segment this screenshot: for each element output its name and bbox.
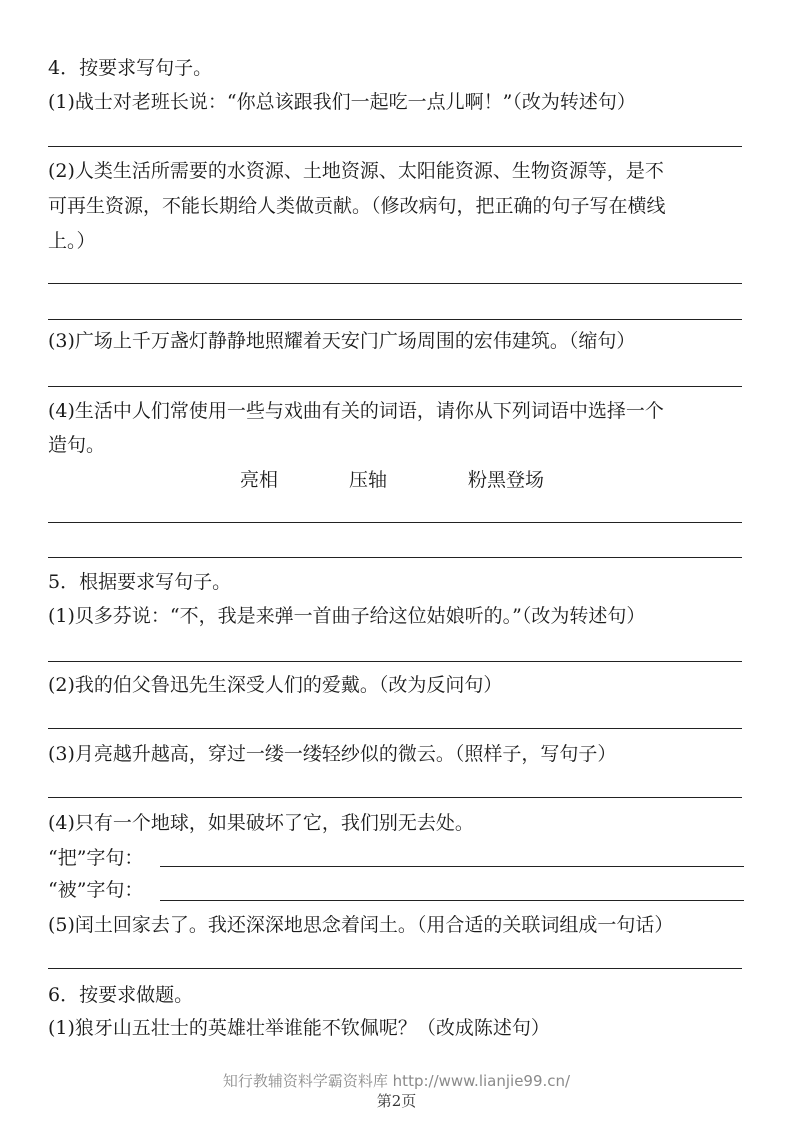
- question-4-3: (3)广场上千万盏灯静静地照耀着天安门广场周围的宏伟建筑。（缩句）: [48, 330, 636, 352]
- answer-line-5-1[interactable]: [48, 661, 742, 662]
- answer-line-4-2a[interactable]: [48, 283, 742, 284]
- question-4-1: (1)战士对老班长说：“你总该跟我们一起吃一点儿啊！”（改为转述句）: [48, 91, 636, 113]
- answer-line-5-2[interactable]: [48, 728, 742, 729]
- answer-line-5-5[interactable]: [48, 968, 742, 969]
- answer-line-4-4b[interactable]: [48, 557, 742, 558]
- answer-line-4-1[interactable]: [48, 146, 742, 147]
- section-5-heading: 5．根据要求写句子。: [48, 571, 232, 593]
- word-option-3: 粉黑登场: [468, 469, 545, 491]
- ba-sentence-label: “把”字句：: [48, 847, 144, 869]
- word-option-2: 压轴: [349, 469, 388, 491]
- answer-line-5-3[interactable]: [48, 797, 742, 798]
- footer-watermark: 知行教辅资料学霸资料库 http://www.lianjie99.cn/: [222, 1072, 571, 1090]
- question-4-2-line-2: 可再生资源，不能长期给人类做贡献。（修改病句，把正确的句子写在横线: [48, 195, 666, 217]
- answer-line-bei[interactable]: [160, 900, 744, 901]
- question-4-4-line-2: 造句。: [48, 434, 106, 456]
- answer-line-4-3[interactable]: [48, 386, 742, 387]
- question-5-5: (5)闰土回家去了。我还深深地思念着闰土。（用合适的关联词组成一句话）: [48, 914, 674, 936]
- section-6-heading: 6．按要求做题。: [48, 984, 194, 1006]
- question-5-3: (3)月亮越升越高，穿过一缕一缕轻纱似的微云。（照样子，写句子）: [48, 743, 617, 765]
- question-6-1: (1)狼牙山五壮士的英雄壮举谁能不钦佩呢？（改成陈述句）: [48, 1017, 550, 1039]
- page-number: 第2页: [376, 1092, 417, 1110]
- question-4-2-line-1: (2)人类生活所需要的水资源、土地资源、太阳能资源、生物资源等，是不: [48, 160, 664, 182]
- question-4-2-line-3: 上。）: [48, 230, 96, 252]
- answer-line-4-4a[interactable]: [48, 522, 742, 523]
- question-5-4: (4)只有一个地球，如果破坏了它，我们别无去处。: [48, 812, 474, 834]
- answer-line-4-2b[interactable]: [48, 319, 742, 320]
- answer-line-ba[interactable]: [160, 866, 744, 867]
- question-5-2: (2)我的伯父鲁迅先生深受人们的爱戴。（改为反问句）: [48, 674, 503, 696]
- bei-sentence-label: “被”字句：: [48, 879, 144, 901]
- word-option-1: 亮相: [240, 469, 279, 491]
- question-4-4-line-1: (4)生活中人们常使用一些与戏曲有关的词语，请你从下列词语中选择一个: [48, 400, 664, 422]
- section-4-heading: 4．按要求写句子。: [48, 57, 213, 79]
- question-5-1: (1)贝多芬说：“不，我是来弹一首曲子给这位姑娘听的。”（改为转述句）: [48, 605, 646, 627]
